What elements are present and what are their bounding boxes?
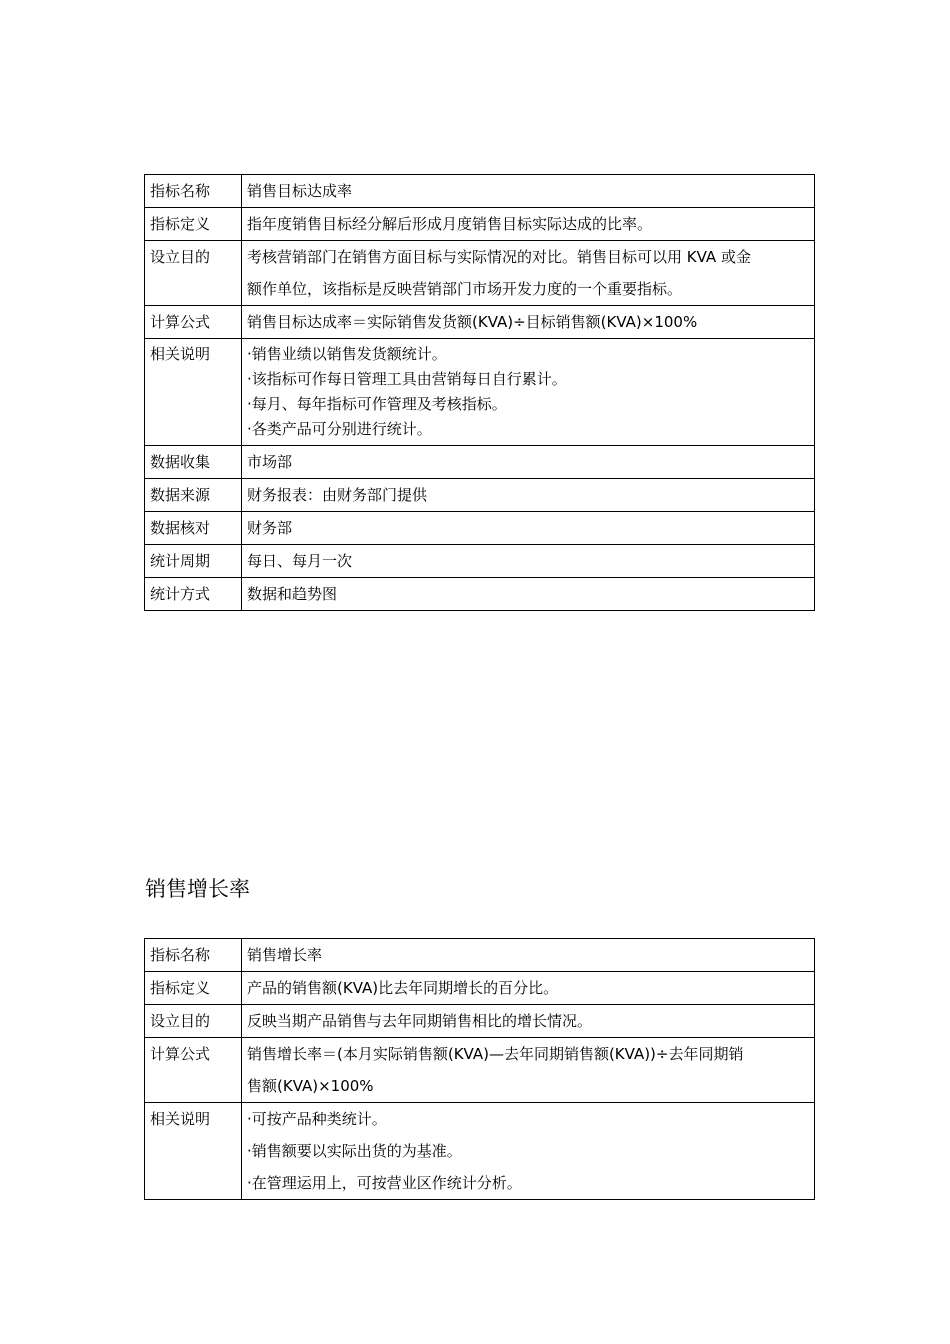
table-row [145, 578, 815, 611]
row-label: 设立目的 [145, 241, 242, 306]
table-row [145, 339, 815, 446]
row-label: 数据核对 [145, 512, 242, 545]
value-line: 考核营销部门在销售方面目标与实际情况的对比。销售目标可以用 KVA 或金 [247, 248, 751, 266]
table-row [145, 512, 815, 545]
value-line: 额作单位，该指标是反映营销部门市场开发力度的一个重要指标。 [247, 280, 683, 298]
value-line: 指年度销售目标经分解后形成月度销售目标实际达成的比率。 [247, 215, 653, 233]
value-line: ·各类产品可分别进行统计。 [247, 420, 432, 438]
row-value [242, 512, 815, 545]
value-line: ·销售业绩以销售发货额统计。 [247, 345, 447, 363]
value-line: 销售目标达成率＝实际销售发货额(KVA)÷目标销售额(KVA)×100% [247, 313, 698, 331]
sales-target-achievement-table [144, 174, 815, 611]
row-label: 指标定义 [145, 972, 242, 1005]
row-value [242, 545, 815, 578]
value-line: 每日、每月一次 [247, 552, 353, 570]
table-row [145, 479, 815, 512]
table-row [145, 972, 815, 1005]
row-label: 相关说明 [145, 1103, 242, 1200]
table-row [145, 306, 815, 339]
row-value [242, 306, 815, 339]
row-value [242, 578, 815, 611]
row-value [242, 208, 815, 241]
row-value [242, 339, 815, 446]
table-row [145, 175, 815, 208]
value-line: 市场部 [247, 453, 293, 471]
row-value [242, 479, 815, 512]
value-line: 反映当期产品销售与去年同期销售相比的增长情况。 [247, 1012, 593, 1030]
row-value [242, 175, 815, 208]
section-title: 销售增长率 [145, 877, 250, 901]
row-label: 统计周期 [145, 545, 242, 578]
row-label: 计算公式 [145, 306, 242, 339]
table-row [145, 241, 815, 306]
value-line: 财务报表：由财务部门提供 [247, 486, 428, 504]
row-value [242, 1103, 815, 1200]
row-value [242, 241, 815, 306]
row-value [242, 939, 815, 972]
value-line: ·每月、每年指标可作管理及考核指标。 [247, 395, 507, 413]
table-row [145, 446, 815, 479]
table-row [145, 208, 815, 241]
row-label: 数据来源 [145, 479, 242, 512]
row-label: 统计方式 [145, 578, 242, 611]
sales-growth-rate-table [144, 938, 815, 1200]
row-label: 指标名称 [145, 175, 242, 208]
value-line: 财务部 [247, 519, 293, 537]
value-line: 销售目标达成率 [247, 182, 353, 200]
row-value [242, 1038, 815, 1103]
row-label: 设立目的 [145, 1005, 242, 1038]
table-row [145, 1103, 815, 1200]
table-row [145, 545, 815, 578]
table-row [145, 939, 815, 972]
value-line: 产品的销售额(KVA)比去年同期增长的百分比。 [247, 979, 559, 997]
table-row [145, 1005, 815, 1038]
value-line: ·可按产品种类统计。 [247, 1110, 387, 1128]
table-row [145, 1038, 815, 1103]
row-label: 相关说明 [145, 339, 242, 446]
value-line: ·该指标可作每日管理工具由营销每日自行累计。 [247, 370, 567, 388]
value-line: 销售增长率 [247, 946, 323, 964]
value-line: ·销售额要以实际出货的为基准。 [247, 1142, 462, 1160]
row-label: 指标名称 [145, 939, 242, 972]
row-label: 指标定义 [145, 208, 242, 241]
row-label: 数据收集 [145, 446, 242, 479]
value-line: 销售增长率＝(本月实际销售额(KVA)—去年同期销售额(KVA))÷去年同期销 [247, 1045, 744, 1063]
row-label: 计算公式 [145, 1038, 242, 1103]
row-value [242, 446, 815, 479]
row-value [242, 972, 815, 1005]
value-line: ·在管理运用上，可按营业区作统计分析。 [247, 1174, 522, 1192]
value-line: 售额(KVA)×100% [247, 1077, 374, 1095]
row-value [242, 1005, 815, 1038]
value-line: 数据和趋势图 [247, 585, 338, 603]
